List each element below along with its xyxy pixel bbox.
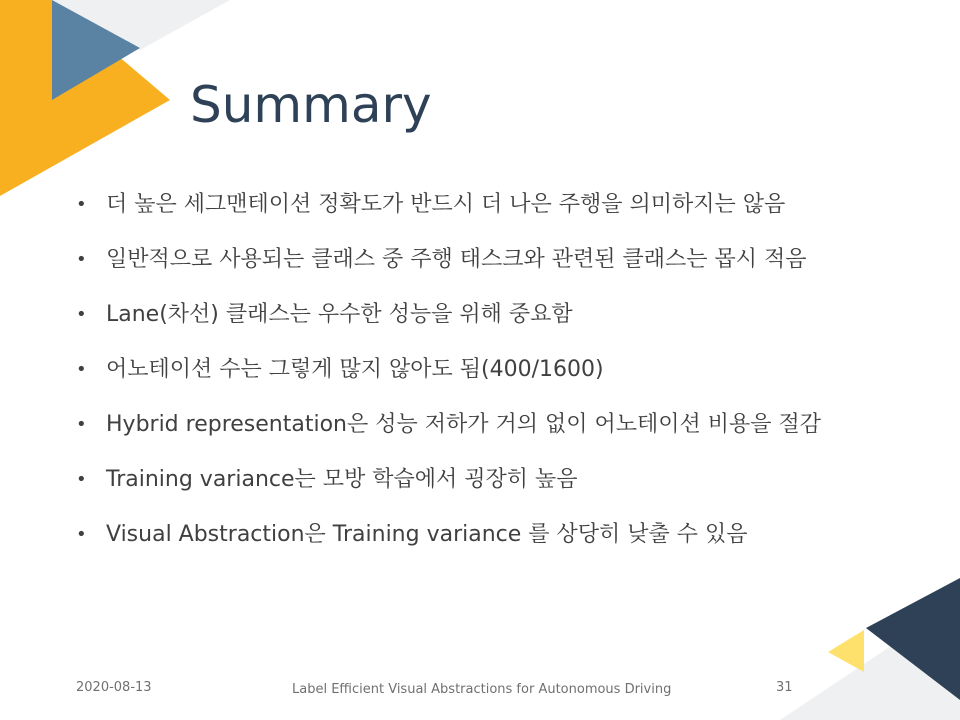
bullet-marker: •: [76, 469, 87, 490]
bullet-item: [76, 190, 936, 245]
footer-title: Label Efficient Visual Abstractions for Autonomous Driving: [292, 682, 672, 697]
bullet-text: Lane(차선) 클래스는 우수한 성능을 위해 중요함: [106, 302, 573, 327]
footer-date: 2020-08-13: [76, 680, 152, 695]
bullet-item: [76, 245, 936, 300]
bullet-marker: •: [76, 414, 87, 435]
bullet-text: Visual Abstraction은 Training variance 를 상당히 낮출 수 있음: [106, 522, 748, 547]
bullet-text: Hybrid representation은 성능 저하가 거의 없이 어노테이션 비용을 절감: [106, 412, 821, 437]
bullet-list: [76, 190, 936, 575]
bullet-item: [76, 520, 936, 575]
bullet-item: [76, 300, 936, 355]
bullet-marker: •: [76, 194, 87, 215]
bullet-text: Training variance는 모방 학습에서 굉장히 높음: [106, 467, 578, 492]
page-number: 31: [776, 680, 793, 695]
bullet-text: 어노테이션 수는 그렇게 많지 않아도 됨(400/1600): [106, 357, 604, 382]
bullet-marker: •: [76, 304, 87, 325]
bullet-text: 더 높은 세그맨테이션 정확도가 반드시 더 나은 주행을 의미하지는 않음: [106, 192, 786, 217]
bullet-item: [76, 465, 936, 520]
bullet-marker: •: [76, 359, 87, 380]
bullet-item: [76, 410, 936, 465]
bullet-marker: •: [76, 524, 87, 545]
bullet-item: [76, 355, 936, 410]
bullet-marker: •: [76, 249, 87, 270]
bullet-text: 일반적으로 사용되는 클래스 중 주행 태스크와 관련된 클래스는 몹시 적음: [106, 247, 807, 272]
slide-title: Summary: [190, 76, 432, 134]
yellow-triangle-bottom-right: [828, 630, 864, 672]
